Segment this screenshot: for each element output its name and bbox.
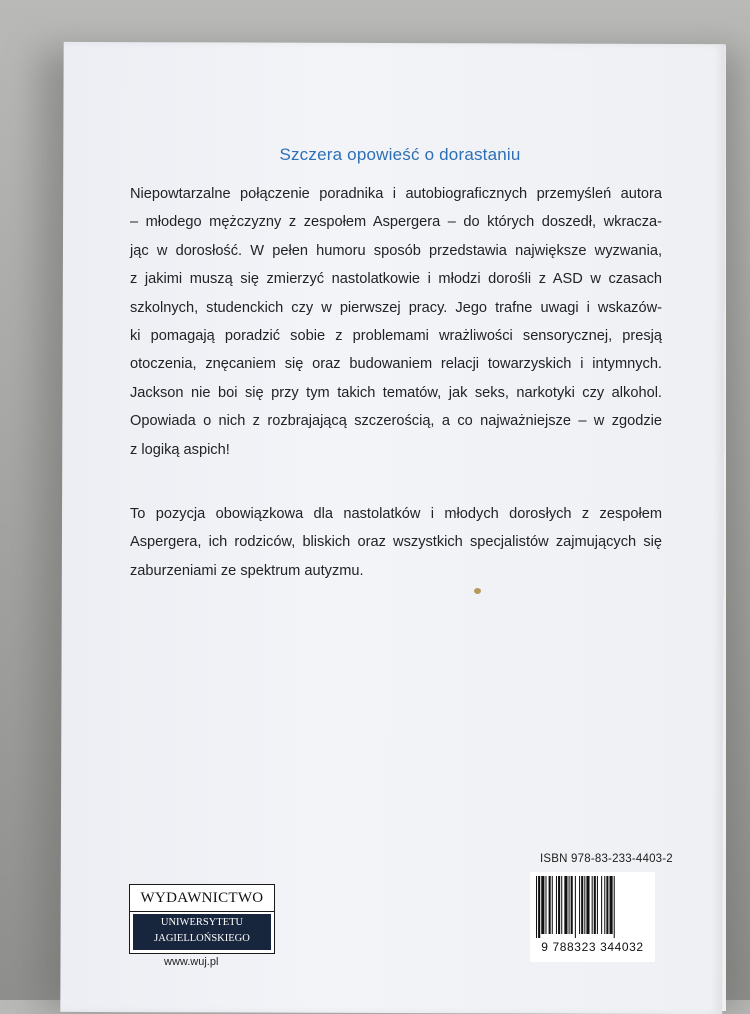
publisher-logo-band [133,914,271,950]
barcode-bar [601,876,602,934]
text-line: – młodego mężczyzny z zespołem Aspergera – do których doszedł, wkracza- [130,214,662,231]
text-line: Opowiada o nich z rozbrajającą szczerością, a co najważniejsze – w zgodzie [130,413,662,430]
barcode-bar [597,876,598,934]
barcode-bar [584,876,585,934]
barcode-bar [571,876,573,934]
barcode-bar [564,876,567,934]
barcode-bar [556,876,557,934]
barcode-bar [604,876,605,934]
barcode-bar [592,876,593,934]
text-line: szkolnych, studenckich czy w pierwszej pracy. Jego trafne uwagi i wskazów- [130,299,662,316]
blurb-paragraph-2 [130,500,662,585]
isbn-label: ISBN 978-83-233-4403-2 [540,853,673,865]
publisher-logo-line3: JAGIELLOŃSKIEGO [154,933,250,944]
barcode-bar [536,876,537,938]
text-line: ki pomagają poradzić sobie z problemami wrażliwości sensorycznej, presją [130,328,662,345]
barcode-bar [558,876,560,934]
text-line: z jakimi muszą się zmierzyć nastolatkowie i młodzi dorośli z ASD w czasach [130,271,662,288]
text-line: zaburzeniami ze spektrum autyzmu. [130,562,364,579]
paper-speck [474,588,481,594]
barcode-bar [610,876,613,934]
barcode-bar [538,876,540,938]
blurb-paragraph-1 [130,180,662,464]
barcode-bar [579,876,580,934]
barcode-bar [549,876,551,934]
publisher-logo [129,884,275,954]
publisher-url: www.wuj.pl [164,956,219,968]
text-line: Aspergera, ich rodziców, bliskich oraz wszystkich specjalistów zajmujących się [130,534,662,551]
barcode-bar [575,876,576,938]
blurb-heading: Szczera opowieść o dorastaniu [279,145,521,164]
barcode-bar [606,876,608,934]
barcode-bar [561,876,562,934]
publisher-logo-top: WYDAWNICTWO [130,885,274,912]
barcode-bars [536,876,649,938]
text-line: To pozycja obowiązkowa dla nastolatków i młodych dorosłych z zespołem [130,506,662,522]
barcode-digits: 9 788323 344032 [541,940,644,954]
barcode-bar [545,876,546,934]
barcode-bar [541,876,544,934]
publisher-logo-line2: UNIWERSYTETU [160,917,244,928]
text-line: Niepowtarzalne połączenie poradnika i autobiograficznych przemyśleń autora [130,186,662,202]
barcode-bar [586,876,589,934]
text-line: jąc w dorosłość. W pełen humoru sposób przedstawia największe wyzwania, [130,242,662,259]
barcode-bar [614,876,615,938]
text-line: otoczenia, znęcaniem się oraz budowaniem relacji towarzyskich i intymnych. [130,356,662,373]
barcode-bar [569,876,570,934]
text-line: Jackson nie boi się przy tym takich tematów, jak seks, narkotyki czy alkohol. [130,384,662,401]
text-line: z logiką aspich! [130,441,230,458]
barcode-bar [594,876,596,934]
barcode-bar [552,876,553,934]
barcode-bar [581,876,583,934]
